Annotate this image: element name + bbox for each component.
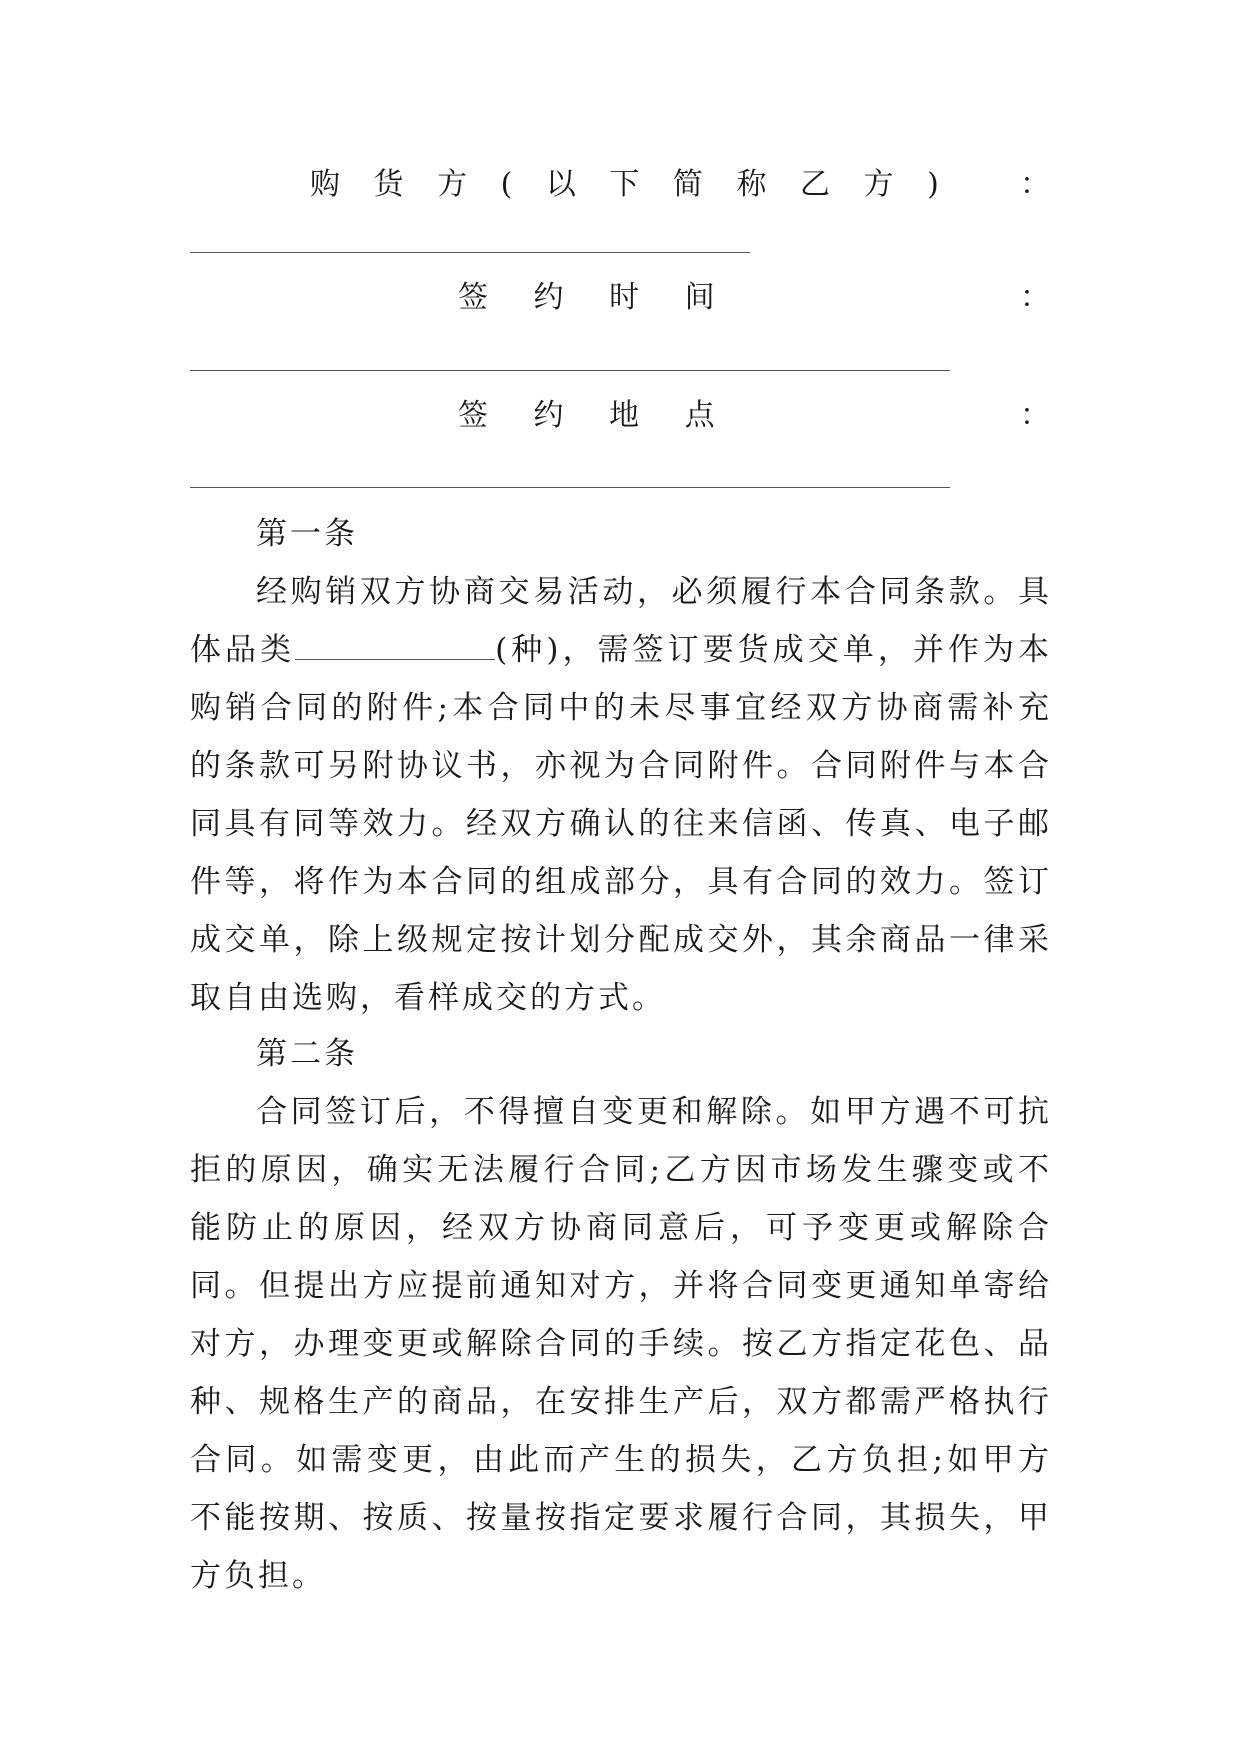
sign-time-fill-line — [190, 370, 950, 371]
sign-place-fill-line — [190, 487, 950, 488]
buyer-label: 购 货 方 ( 以 下 简 称 乙 方 ) — [310, 167, 951, 202]
article1-body — [190, 563, 1052, 1027]
buyer-fill-line — [190, 252, 750, 253]
article1-text-after-blank: (种)，需签订要货成交单，并作为本购销合同的附件;本合同中的未尽事宜经双方协商需补充的条款可另附协议书，亦视为合同附件。合同附件与本合同具有同等效力。经双方确认的往来信函、传真、电子邮件等，将作为本合同的组成部分，具有合同的效力。签订成交单，除上级规定按计划分配成交外，其余商品一律采取自由选购，看样成交的方式。 — [190, 632, 1053, 1016]
sign-place-label: 签 约 地 点 — [458, 398, 733, 433]
sign-time-label: 签 约 时 间 — [458, 280, 733, 315]
buyer-colon: ： — [1020, 167, 1050, 202]
sign-place-field-row — [190, 396, 1050, 436]
sign-time-colon: ： — [1020, 280, 1050, 315]
category-blank-line — [295, 631, 495, 660]
article1-heading: 第一条 — [256, 516, 358, 552]
sign-time-field-row — [190, 278, 1050, 318]
article2-heading: 第二条 — [256, 1036, 358, 1072]
article2-body: 合同签订后，不得擅自变更和解除。如甲方遇不可抗拒的原因，确实无法履行合同;乙方因市场发生骤变或不能防止的原因，经双方协商同意后，可予变更或解除合同。但提出方应提前通知对方，并将合同变更通知单寄给对方，办理变更或解除合同的手续。按乙方指定花色、品种、规格生产的商品，在安排生产后，双方都需严格执行合同。如需变更，由此而产生的损失，乙方负担;如甲方不能按期、按质、按量按指定要求履行合同，其损失，甲方负担。 — [190, 1094, 1052, 1594]
article1-text-before-blank: 经购销双方协商交易活动，必须履行本合同条款。具体品类 — [190, 574, 1052, 668]
buyer-field-row — [190, 165, 1050, 205]
sign-place-colon: ： — [1020, 398, 1050, 433]
